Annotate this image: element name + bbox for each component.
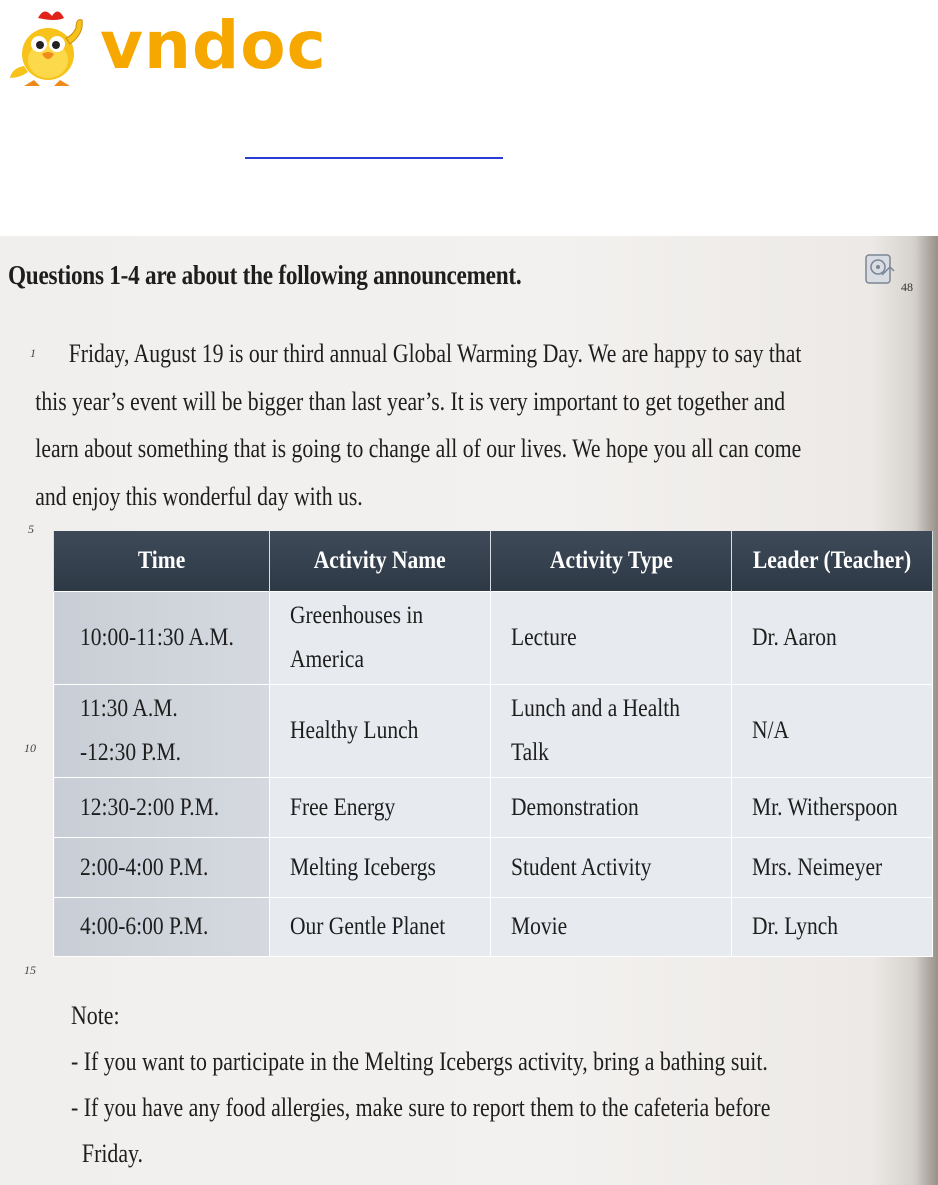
cell-time-line-2: -12:30 P.M. bbox=[80, 739, 181, 766]
cell-leader: Dr. Aaron bbox=[731, 592, 932, 685]
header-time: Time bbox=[54, 531, 270, 592]
cell-time: 12:30-2:00 P.M. bbox=[54, 778, 270, 838]
cell-activity-type: Lunch and a Health Talk bbox=[490, 685, 731, 778]
cell-time-line-1: 11:30 A.M. bbox=[80, 695, 178, 722]
header-activity-type: Activity Type bbox=[490, 531, 731, 592]
note-section bbox=[71, 993, 911, 1177]
table-row bbox=[54, 592, 933, 685]
cell-activity-name: Healthy Lunch bbox=[269, 685, 490, 778]
table-row bbox=[54, 685, 933, 778]
line-number-1: 1 bbox=[30, 346, 36, 360]
logo-text: vndoc bbox=[100, 7, 327, 84]
cell-leader: N/A bbox=[731, 685, 932, 778]
note-item-2-line-1: - If you have any food allergies, make sure to report them to the cafeteria before bbox=[71, 1093, 771, 1122]
line-number-10: 10 bbox=[24, 741, 36, 755]
cell-time: 2:00-4:00 P.M. bbox=[54, 838, 270, 898]
cell-activity-type: Lecture bbox=[490, 592, 731, 685]
cell-time: 4:00-6:00 P.M. bbox=[54, 898, 270, 957]
track-number: 48 bbox=[901, 280, 913, 294]
table-header-row bbox=[54, 531, 933, 592]
cell-leader: Mrs. Neimeyer bbox=[731, 838, 932, 898]
page-heading: Questions 1-4 are about the following announcement. bbox=[8, 260, 522, 290]
cell-activity-type: Movie bbox=[490, 898, 731, 957]
line-number-15: 15 bbox=[24, 963, 36, 977]
note-title: Note: bbox=[71, 1001, 120, 1030]
chick-mascot-icon bbox=[8, 4, 94, 88]
vndoc-logo[interactable] bbox=[8, 4, 338, 88]
announcement-paragraph bbox=[35, 330, 912, 520]
cell-activity-name: Greenhouses in America bbox=[269, 592, 490, 685]
cell-activity-type: Student Activity bbox=[490, 838, 731, 898]
schedule-table bbox=[53, 531, 933, 957]
note-item-1: - If you want to participate in the Melting Icebergs activity, bring a bathing suit. bbox=[71, 1047, 768, 1076]
line-number-5: 5 bbox=[28, 522, 34, 536]
header-leader: Leader (Teacher) bbox=[731, 531, 932, 592]
table-row bbox=[54, 898, 933, 957]
cell-time bbox=[54, 685, 270, 778]
cell-activity-name: Our Gentle Planet bbox=[269, 898, 490, 957]
paragraph-line-3: learn about something that is going to change all of our lives. We hope you all can come bbox=[35, 434, 802, 463]
paragraph-line-1: Friday, August 19 is our third annual Global Warming Day. We are happy to say that bbox=[68, 339, 802, 368]
table-row bbox=[54, 838, 933, 898]
cell-activity-name: Free Energy bbox=[269, 778, 490, 838]
cell-leader: Dr. Lynch bbox=[731, 898, 932, 957]
paragraph-line-2: this year’s event will be bigger than last year’s. It is very important to get together and bbox=[35, 386, 786, 416]
paragraph-line-4: and enjoy this wonderful day with us. bbox=[35, 481, 363, 511]
note-item-2-line-2: Friday. bbox=[81, 1139, 143, 1168]
header-activity-name: Activity Name bbox=[269, 531, 490, 592]
cell-leader: Mr. Witherspoon bbox=[731, 778, 932, 838]
audio-cd-icon bbox=[862, 251, 896, 287]
scanned-page bbox=[0, 236, 938, 1185]
cell-time: 10:00-11:30 A.M. bbox=[54, 592, 270, 685]
cell-activity-name: Melting Icebergs bbox=[269, 838, 490, 898]
table-row bbox=[54, 778, 933, 838]
header-link-underline[interactable] bbox=[245, 135, 503, 159]
cell-activity-type: Demonstration bbox=[490, 778, 731, 838]
